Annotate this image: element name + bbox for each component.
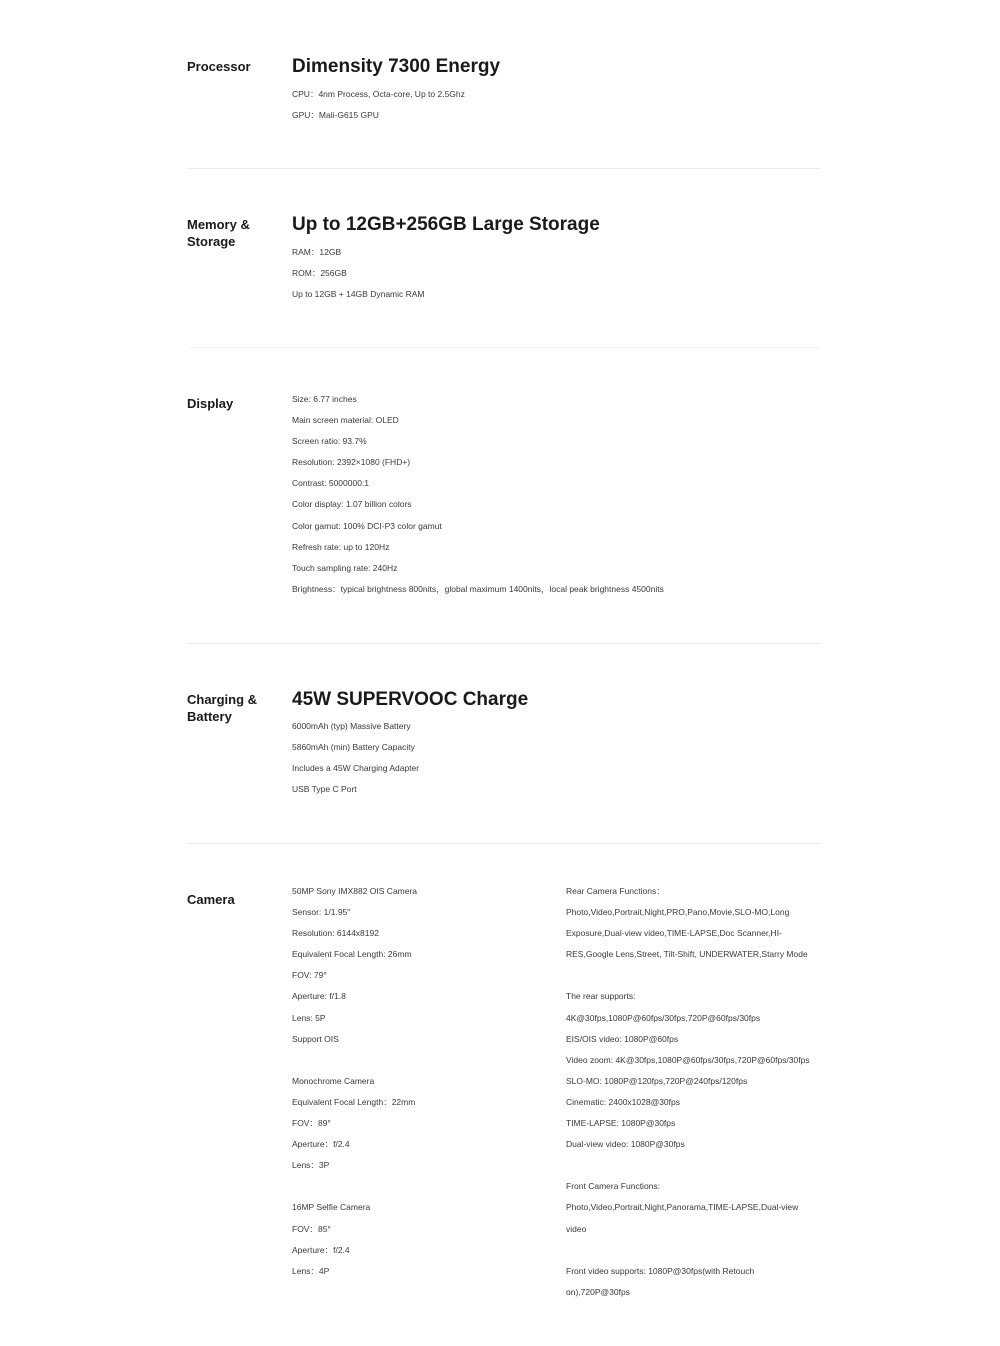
section-divider xyxy=(187,347,820,348)
memory-label xyxy=(187,216,287,250)
memory-label-line1: Memory & xyxy=(187,217,250,232)
camera-spec-item: Aperture：f/2.4 xyxy=(292,1244,350,1255)
display-spec-item: Contrast: 5000000:1 xyxy=(292,478,370,489)
processor-section xyxy=(187,58,820,168)
memory-section xyxy=(187,216,820,346)
camera-spec-item: Video zoom: 4K@30fps,1080P@60fps/30fps,720P@60fps/30fps xyxy=(566,1054,810,1065)
memory-title: Up to 12GB+256GB Large Storage xyxy=(292,214,600,235)
camera-spec-item: Support OIS xyxy=(292,1033,339,1044)
camera-spec-item: Equivalent Focal Length: 26mm xyxy=(292,949,412,960)
display-spec-list xyxy=(292,389,664,600)
camera-label-text: Camera xyxy=(187,892,235,907)
processor-spec-list xyxy=(292,84,465,126)
camera-spec-item: Aperture: f/1.8 xyxy=(292,991,346,1002)
camera-spec-item: Front Camera Functions: xyxy=(566,1181,661,1192)
display-spec-item: Resolution: 2392×1080 (FHD+) xyxy=(292,457,411,468)
camera-spec-item: Photo,Video,Portrait,Night,PRO,Pano,Movie,SLO-MO,Long xyxy=(566,907,790,918)
display-spec-item: Main screen material: OLED xyxy=(292,415,399,426)
camera-spec-item: Lens：3P xyxy=(292,1160,330,1171)
camera-spec-item: 4K@30fps,1080P@60fps/30fps,720P@60fps/30fps xyxy=(566,1012,761,1023)
charging-title: 45W SUPERVOOC Charge xyxy=(292,689,529,710)
charging-spec-item: Includes a 45W Charging Adapter xyxy=(292,763,420,774)
camera-spec-item: Photo,Video,Portrait,Night,Panorama,TIME-LAPSE,Dual-view xyxy=(566,1202,799,1213)
charging-label xyxy=(187,691,287,725)
camera-spec-item: SLO-MO: 1080P@120fps,720P@240fps/120fps xyxy=(566,1075,748,1086)
camera-spec-item: FOV：85° xyxy=(292,1223,331,1234)
section-divider xyxy=(187,843,820,844)
processor-spec-item: CPU：4nm Process, Octa-core, Up to 2.5Ghz xyxy=(292,89,465,99)
processor-label-text: Processor xyxy=(187,59,251,74)
charging-section xyxy=(187,691,820,841)
processor-title: Dimensity 7300 Energy xyxy=(292,56,501,77)
charging-spec-item: USB Type C Port xyxy=(292,784,357,795)
camera-spec-item: Dual-view video: 1080P@30fps xyxy=(566,1139,685,1150)
memory-spec-item: Up to 12GB + 14GB Dynamic RAM xyxy=(292,289,425,300)
section-divider xyxy=(187,643,820,644)
camera-spec-item: Equivalent Focal Length：22mm xyxy=(292,1096,416,1107)
camera-spec-item: 50MP Sony IMX882 OIS Camera xyxy=(292,886,418,896)
camera-spec-spacer xyxy=(292,1176,562,1197)
charging-spec-list xyxy=(292,716,419,800)
camera-spec-item: Cinematic: 2400x1028@30fps xyxy=(566,1096,681,1107)
display-label-text: Display xyxy=(187,396,234,411)
charging-spec-item: 5860mAh (min) Battery Capacity xyxy=(292,742,415,753)
camera-spec-item: Sensor: 1/1.95" xyxy=(292,907,351,918)
display-spec-item: Refresh rate: up to 120Hz xyxy=(292,541,390,552)
display-spec-item: Color gamut: 100% DCI-P3 color gamut xyxy=(292,520,442,531)
memory-spec-list xyxy=(292,242,425,305)
camera-section xyxy=(187,886,820,1321)
processor-spec-item: GPU：Mali-G615 GPU xyxy=(292,110,379,121)
charging-spec-item: 6000mAh (typ) Massive Battery xyxy=(292,721,411,731)
camera-spec-item: Rear Camera Functions： xyxy=(566,886,665,896)
camera-label xyxy=(187,891,287,908)
camera-spec-item: RES,Google Lens,Street, Tilt-Shift, UNDERWATER,Starry Mode xyxy=(566,949,808,960)
charging-label-line1: Charging & xyxy=(187,692,258,707)
camera-spec-item: Exposure,Dual-view video,TIME-LAPSE,Doc Scanner,HI- xyxy=(566,928,782,939)
camera-spec-list-right xyxy=(566,881,826,1303)
camera-spec-item: TIME-LAPSE: 1080P@30fps xyxy=(566,1118,676,1129)
display-spec-item: Brightness：typical brightness 800nits，global maximum 1400nits，local peak brightness 4500nits xyxy=(292,583,664,594)
camera-spec-item: 16MP Selfie Camera xyxy=(292,1202,371,1213)
charging-label-line2: Battery xyxy=(187,709,232,724)
display-spec-item: Size: 6.77 inches xyxy=(292,394,357,404)
camera-spec-item: Lens: 5P xyxy=(292,1012,326,1023)
memory-spec-item: ROM：256GB xyxy=(292,268,347,279)
camera-spec-item: Aperture：f/2.4 xyxy=(292,1139,350,1150)
camera-spec-item: FOV: 79° xyxy=(292,970,327,981)
section-divider xyxy=(187,168,820,169)
memory-label-line2: Storage xyxy=(187,234,236,249)
memory-spec-item: RAM：12GB xyxy=(292,247,342,257)
camera-spec-item: EIS/OIS video: 1080P@60fps xyxy=(566,1033,679,1044)
camera-spec-item: Lens：4P xyxy=(292,1265,330,1276)
display-section xyxy=(187,395,820,640)
camera-spec-item: The rear supports: xyxy=(566,991,636,1002)
display-spec-item: Touch sampling rate: 240Hz xyxy=(292,562,398,573)
camera-spec-spacer xyxy=(566,1155,826,1176)
camera-spec-item: on),720P@30fps xyxy=(566,1286,630,1297)
camera-spec-item: Front video supports: 1080P@30fps(with Retouch xyxy=(566,1265,755,1276)
camera-spec-spacer xyxy=(292,1050,562,1071)
camera-spec-spacer xyxy=(566,965,826,986)
display-label xyxy=(187,395,287,412)
camera-spec-item: video xyxy=(566,1223,587,1234)
display-spec-item: Color display: 1.07 billion colors xyxy=(292,499,412,510)
camera-spec-item: Monochrome Camera xyxy=(292,1075,375,1086)
camera-spec-list-left xyxy=(292,881,562,1282)
camera-spec-item: Resolution: 6144x8192 xyxy=(292,928,379,939)
camera-spec-spacer xyxy=(566,1240,826,1261)
display-spec-item: Screen ratio: 93.7% xyxy=(292,436,367,447)
processor-label xyxy=(187,58,287,75)
camera-spec-item: FOV：89° xyxy=(292,1118,331,1129)
